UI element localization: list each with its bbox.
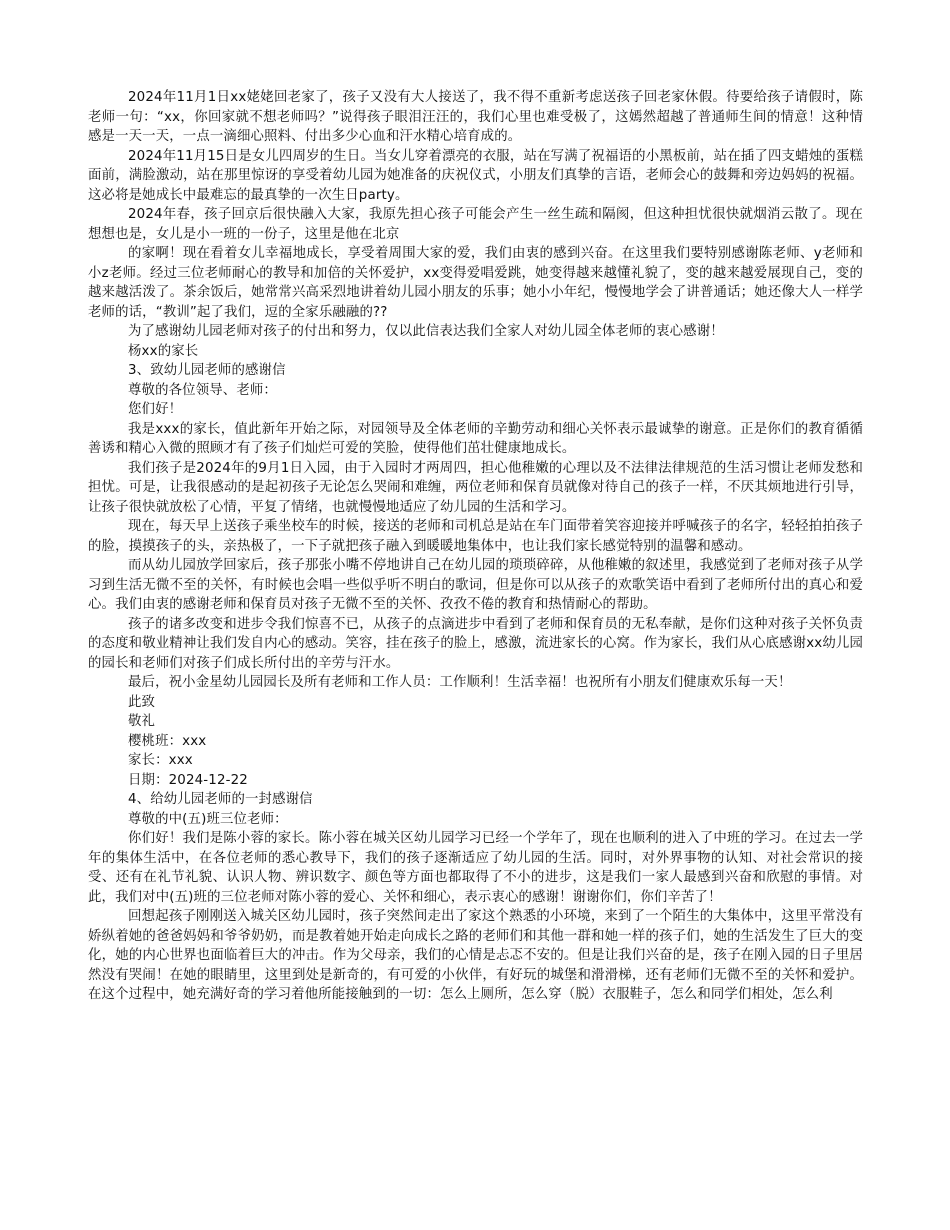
document-page: [88, 88, 863, 1005]
paragraph: 现在，每天早上送孩子乘坐校车的时候，接送的老师和司机总是站在车门面带着笑容迎接并呼喊孩子的名字，轻轻拍拍孩子的脸，摸摸孩子的头，亲热极了，一下子就把孩子融入到暖暖地集体中，也让我们家长感觉特别的温馨和感动。: [88, 519, 863, 554]
salutation: 尊敬的中(五)班三位老师：: [128, 811, 288, 827]
section-heading: 3、致幼儿园老师的感谢信: [128, 363, 286, 378]
paragraph: 为了感谢幼儿园老师对孩子的付出和努力，仅以此信表达我们全家人对幼儿园全体老师的衷心感谢！: [128, 324, 724, 339]
paragraph: 而从幼儿园放学回家后，孩子那张小嘴不停地讲自己在幼儿园的琐琐碎碎，从他稚嫩的叙述里，我感觉到了老师对孩子从学习到生活无微不至的关怀，有时候也会唱一些似乎听不明白的歌词，但是你可以从孩子的欢歌笑语中看到了老师所付出的真心和爱心。我们由衷的感谢老师和保育员对孩子无微不至的关怀、孜孜不倦的教育和热情耐心的帮助。: [88, 558, 863, 612]
paragraph: 孩子的诸多改变和进步令我们惊喜不已，从孩子的点滴进步中看到了老师和保育员的无私奉献，是你们这种对孩子关怀负责的态度和敬业精神让我们发自内心的感动。笑容，挂在孩子的脸上，感激，流进家长的心窝。作为家长，我们从心底感谢xx幼儿园的园长和老师们对孩子们成长所付出的辛劳与汗水。: [88, 616, 863, 671]
salutation: 尊敬的各位领导、老师：: [128, 382, 277, 398]
signature-line: 杨xx的家长: [128, 343, 199, 359]
greeting: 您们好！: [128, 402, 183, 417]
paragraph: 我们孩子是2024年的9月1日入园，由于入园时才两周四，担心他稚嫩的心理以及不法律法律规范的生活习惯让老师发愁和担忧。可是，让我很感动的是起初孩子无论怎么哭闹和难缠，两位老师和保育员就像对待自己的孩子一样，不厌其烦地进行引导，让孩子很快就放松了心情，平复了情绪，也就慢慢地适应了幼儿园的生活和学习。: [88, 460, 863, 515]
signature-date: 日期：2024-12-22: [128, 772, 248, 788]
paragraph: 最后，祝小金星幼儿园园长及所有老师和工作人员：工作顺利！生活幸福！也祝所有小朋友们健康欢乐每一天！: [128, 675, 792, 690]
closing-line: 敬礼: [128, 714, 156, 729]
closing-line: 此致: [128, 694, 156, 710]
paragraph: 的家啊！现在看着女儿幸福地成长，享受着周围大家的爱，我们由衷的感到兴奋。在这里我们要特别感谢陈老师、y老师和小z老师。经过三位老师耐心的教导和加倍的关怀爱护，xx变得爱唱爱跳，她变得越来越懂礼貌了，变的越来越爱展现自己，变的越来越活泼了。茶余饭后，她常常兴高采烈地讲着幼儿园小朋友的乐事；她小小年纪，慢慢地学会了讲普通话；她还像大人一样学老师的话，“教训”起了我们，逗的全家乐融融的??: [88, 246, 863, 320]
signature-parent: 家长：xxx: [128, 753, 193, 768]
paragraph: 2024年11月15日是女儿四周岁的生日。当女儿穿着漂亮的衣服，站在写满了祝福语的小黑板前，站在插了四支蜡烛的蛋糕面前，满脸激动，站在那里惊讶的享受着幼儿园为她准备的庆祝仪式，小朋友们真挚的言语，老师会心的鼓舞和旁边妈妈的祝福。这必将是她成长中最难忘的最真挚的一次生日party。: [88, 148, 863, 203]
paragraph: 2024年春，孩子回京后很快融入大家，我原先担心孩子可能会产生一丝生疏和隔阂，但这种担忧很快就烟消云散了。现在想想也是，女儿是小一班的一份子，这里是他在北京: [88, 207, 863, 242]
paragraph: 回想起孩子刚刚送入城关区幼儿园时，孩子突然间走出了家这个熟悉的小环境，来到了一个陌生的大集体中，这里平常没有娇纵着她的爸爸妈妈和爷爷奶奶，而是教着她开始走向成长之路的老师们和其他一群和她一样的孩子们，她的生活发生了巨大的变化，她的内心世界也面临着巨大的冲击。作为父母亲，我们的心情是忐忑不安的。但是让我们兴奋的是，孩子在刚入园的日子里居然没有哭闹！在她的眼睛里，这里到处是新奇的，有可爱的小伙伴，有好玩的城堡和滑滑梯，还有老师们无微不至的关怀和爱护。在这个过程中，她充满好奇的学习着他所能接触到的一切：怎么上厕所，怎么穿（脱）衣服鞋子，怎么和同学们相处，怎么利: [88, 909, 863, 1002]
paragraph: 2024年11月1日xx姥姥回老家了，孩子又没有大人接送了，我不得不重新考虑送孩子回老家休假。待要给孩子请假时，陈老师一句：“xx，你回家就不想老师吗？”说得孩子眼泪汪汪的，我们心里也难受极了，这嫣然超越了普通师生间的情意！这种情感是一天一天，一点一滴细心照料、付出多少心血和汗水精心培育成的。: [88, 90, 863, 144]
paragraph: 我是xxx的家长，值此新年开始之际，对园领导及全体老师的辛勤劳动和细心关怀表示最诚挚的谢意。正是你们的教育循循善诱和精心入微的照顾才有了孩子们灿烂可爱的笑脸，使得他们茁壮健康地成长。: [88, 421, 863, 456]
section-heading: 4、给幼儿园老师的一封感谢信: [128, 792, 313, 807]
signature-class: 樱桃班：xxx: [128, 733, 207, 749]
paragraph: 你们好！我们是陈小蓉的家长。陈小蓉在城关区幼儿园学习已经一个学年了，现在也顺利的进入了中班的学习。在过去一学年的集体生活中，在各位老师的悉心教导下，我们的孩子逐渐适应了幼儿园的生活。同时，对外界事物的认知、对社会常识的接受、还有在礼节礼貌、认识人物、辨识数字、颜色等方面也都取得了不小的进步，这是我们一家人最感到兴奋和欣慰的事情。对此，我们对中(五)班的三位老师对陈小蓉的爱心、关怀和细心，表示衷心的感谢！谢谢你们，你们辛苦了！: [88, 831, 863, 905]
